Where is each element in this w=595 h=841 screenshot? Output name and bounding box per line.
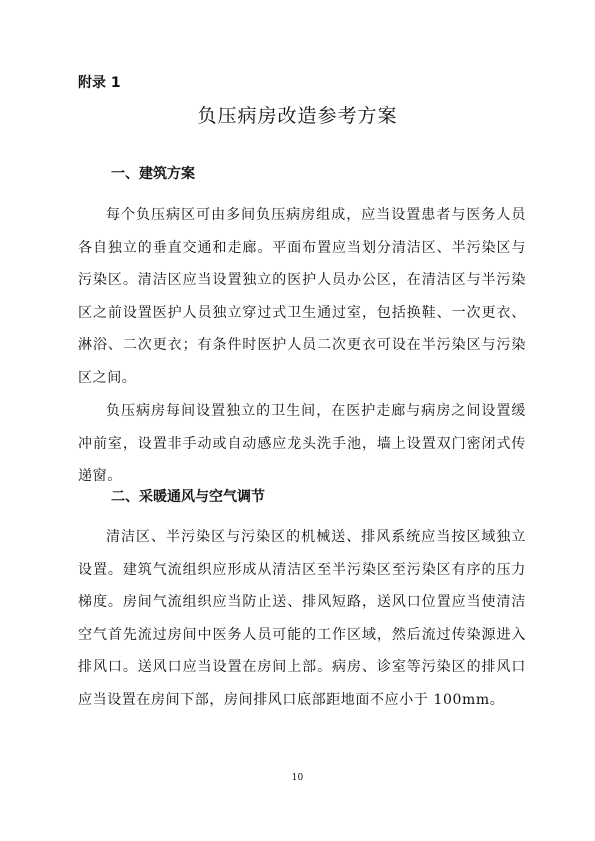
appendix-label: 附录 1 <box>78 75 121 91</box>
section-heading-architecture: 一、建筑方案 <box>111 166 195 182</box>
paragraph-hvac-1: 清洁区、半污染区与污染区的机械送、排风系统应当按区域独立设置。建筑气流组织应形成从清洁区至半污染区至污染区有序的压力梯度。房间气流组织应当防止送、排风短路，送风口位置应当使清洁空气首先流过房间中医务人员可能的工作区域，然后流过传染源进入排风口。送风口应当设置在房间上部。病房、诊室等污染区的排风口应当设置在房间下部，房间排风口底部距地面不应小于 100mm。 <box>78 529 526 708</box>
paragraph-architecture-2: 负压病房每间设置独立的卫生间，在医护走廊与病房之间设置缓冲前室，设置非手动或自动感应龙头洗手池，墙上设置双门密闭式传递窗。 <box>78 403 526 485</box>
document-title: 负压病房改造参考方案 <box>197 105 398 127</box>
page-number: 10 <box>291 773 304 783</box>
paragraph-architecture-1: 每个负压病区可由多间负压病房组成，应当设置患者与医务人员各自独立的垂直交通和走廊。平面布置应当划分清洁区、半污染区与污染区。清洁区应当设置独立的医护人员办公区，在清洁区与半污染区之前设置医护人员独立穿过式卫生通过室，包括换鞋、一次更衣、淋浴、二次更衣；有条件时医护人员二次更衣可设在半污染区与污染区之间。 <box>78 207 526 386</box>
section-heading-hvac: 二、采暖通风与空气调节 <box>111 489 265 505</box>
